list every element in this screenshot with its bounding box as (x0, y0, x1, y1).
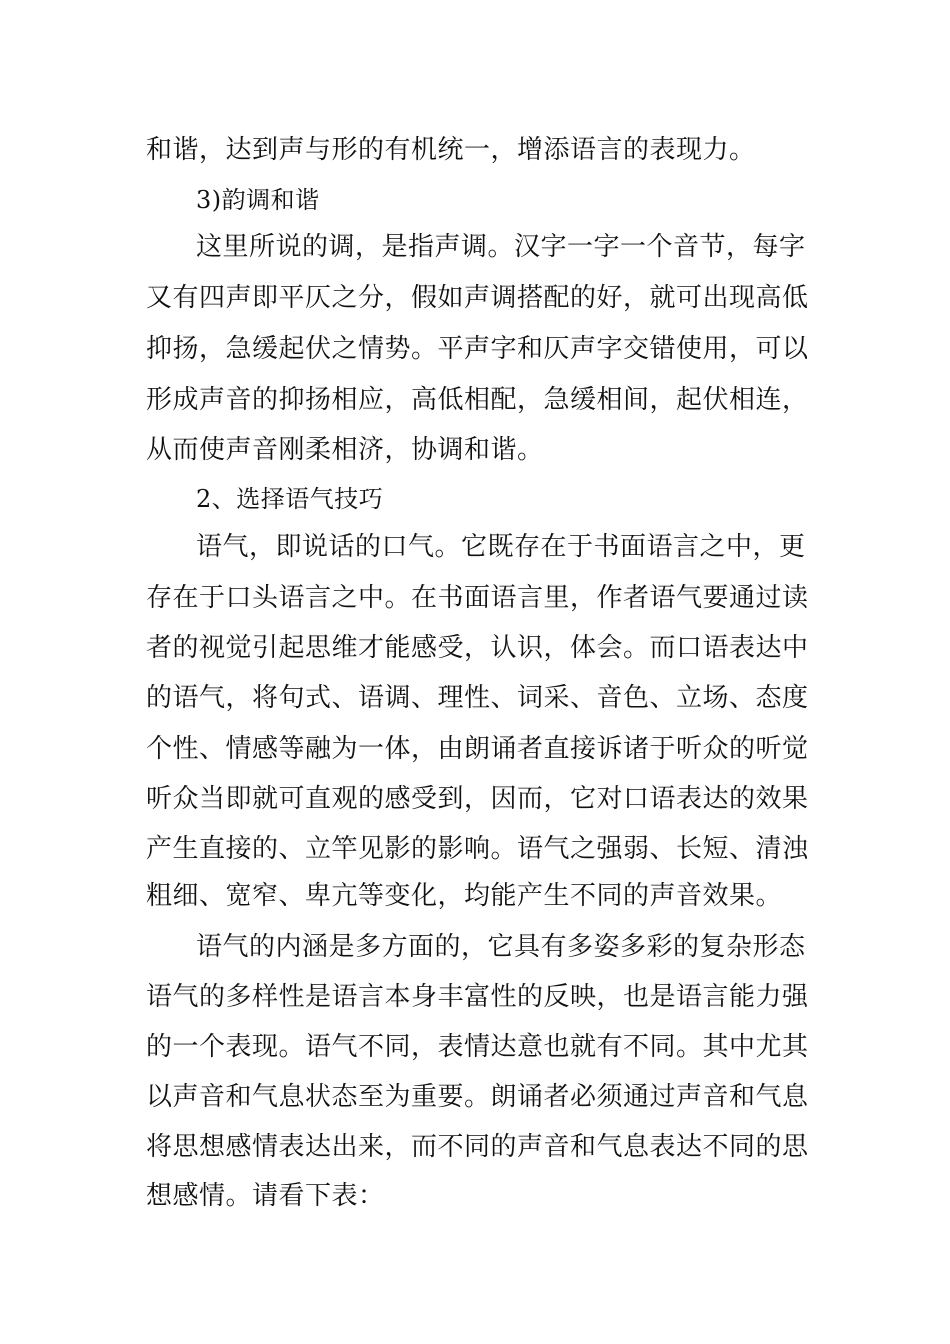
text-line: 想感情。请看下表： (146, 1181, 385, 1211)
text-line: 的一个表现。语气不同，表情达意也就有不同。其中尤其 (146, 1032, 809, 1062)
text-line: 粗细、宽窄、卑亢等变化，均能产生不同的声音效果。 (146, 881, 783, 911)
text-line: 形成声音的抑扬相应，高低相配，急缓相间，起伏相连， (146, 385, 809, 415)
text-line: 个性、情感等融为一体，由朗诵者直接诉诸于听众的听觉 (146, 734, 809, 764)
text-line: 语气的内涵是多方面的，它具有多姿多彩的复杂形态 (196, 932, 806, 962)
section-heading: 3)韵调和谐 (196, 186, 320, 214)
text-line: 语气，即说话的口气。它既存在于书面语言之中，更 (196, 532, 806, 562)
text-line: 以声音和气息状态至为重要。朗诵者必须通过声音和气息 (146, 1082, 809, 1112)
text-line: 又有四声即平仄之分，假如声调搭配的好，就可出现高低 (146, 283, 809, 313)
text-line: 存在于口头语言之中。在书面语言里，作者语气要通过读 (146, 583, 809, 613)
text-line: 和谐，达到声与形的有机统一，增添语言的表现力。 (146, 135, 756, 165)
text-line: 听众当即就可直观的感受到，因而，它对口语表达的效果 (146, 784, 809, 814)
section-heading: 2、选择语气技巧 (196, 485, 384, 513)
text-line: 从而使声音刚柔相济，协调和谐。 (146, 435, 544, 465)
text-line: 将思想感情表达出来，而不同的声音和气息表达不同的思 (146, 1132, 809, 1162)
text-line: 的语气，将句式、语调、理性、词采、音色、立场、态度 (146, 683, 809, 713)
text-line: 抑扬，急缓起伏之情势。平声字和仄声字交错使用，可以 (146, 334, 809, 364)
text-line: 语气的多样性是语言本身丰富性的反映，也是语言能力强 (146, 982, 809, 1012)
text-line: 者的视觉引起思维才能感受，认识，体会。而口语表达中 (146, 633, 809, 663)
text-line: 产生直接的、立竿见影的影响。语气之强弱、长短、清浊 (146, 834, 809, 864)
text-line: 这里所说的调，是指声调。汉字一字一个音节，每字 (196, 232, 806, 262)
